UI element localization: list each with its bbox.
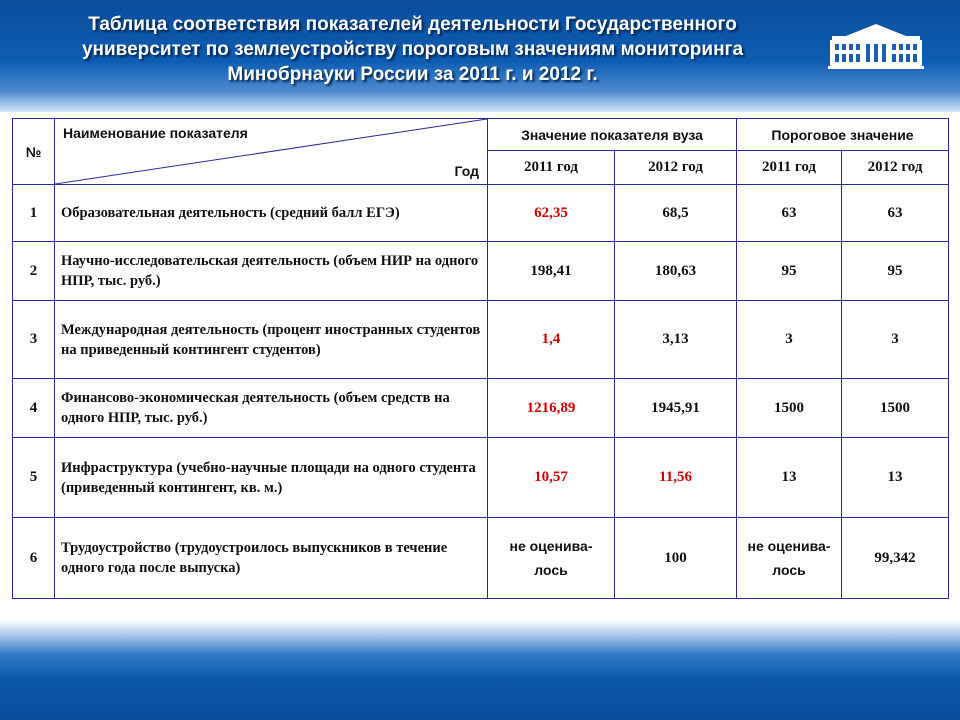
col-header-name xyxy=(55,119,488,185)
row-thr-2012: 99,342 xyxy=(842,518,949,599)
row-thr-2011: не оценива-лось xyxy=(737,518,842,599)
row-uni-2012: 11,56 xyxy=(615,438,737,518)
row-num: 6 xyxy=(13,518,55,599)
row-name: Трудоустройство (трудоустроилось выпускников в течение одного года после выпуска) xyxy=(55,518,488,599)
row-thr-2011: 3 xyxy=(737,301,842,379)
col-header-name-label: Наименование показателя xyxy=(63,125,248,141)
building-columns-icon xyxy=(826,22,926,70)
table-row xyxy=(13,185,949,242)
row-uni-2012: 100 xyxy=(615,518,737,599)
row-num: 1 xyxy=(13,185,55,242)
row-name: Научно-исследовательская деятельность (объем НИР на одного НПР, тыс. руб.) xyxy=(55,242,488,301)
row-thr-2011: 13 xyxy=(737,438,842,518)
row-thr-2012: 1500 xyxy=(842,379,949,438)
row-name: Инфраструктура (учебно-научные площади на одного студента (приведенный контингент, кв. м.) xyxy=(55,438,488,518)
row-uni-2011: не оценива-лось xyxy=(488,518,615,599)
row-thr-2011: 1500 xyxy=(737,379,842,438)
row-uni-2011: 1216,89 xyxy=(488,379,615,438)
col-header-year-label: Год xyxy=(454,163,479,179)
year-header-thr-2011: 2011 год xyxy=(737,151,842,185)
table-row xyxy=(13,518,949,599)
row-thr-2012: 13 xyxy=(842,438,949,518)
title-line-2: университет по землеустройству пороговым значениям мониторинга xyxy=(81,39,744,60)
table-row xyxy=(13,301,949,379)
row-uni-2011: 62,35 xyxy=(488,185,615,242)
col-header-num: № xyxy=(13,119,55,185)
table-row xyxy=(13,242,949,301)
year-header-uni-2011: 2011 год xyxy=(488,151,615,185)
page-title xyxy=(20,12,805,87)
row-thr-2012: 3 xyxy=(842,301,949,379)
group-header-threshold: Пороговое значение xyxy=(737,119,949,151)
table-row xyxy=(13,438,949,518)
footer-band xyxy=(0,620,960,720)
row-name: Образовательная деятельность (средний балл ЕГЭ) xyxy=(55,185,488,242)
row-thr-2011: 63 xyxy=(737,185,842,242)
row-uni-2011: 1,4 xyxy=(488,301,615,379)
group-header-university: Значение показателя вуза xyxy=(488,119,737,151)
row-uni-2011: 10,57 xyxy=(488,438,615,518)
row-uni-2012: 68,5 xyxy=(615,185,737,242)
row-uni-2012: 1945,91 xyxy=(615,379,737,438)
year-header-thr-2012: 2012 год xyxy=(842,151,949,185)
row-thr-2012: 63 xyxy=(842,185,949,242)
row-name: Финансово-экономическая деятельность (объем средств на одного НПР, тыс. руб.) xyxy=(55,379,488,438)
row-uni-2011: 198,41 xyxy=(488,242,615,301)
title-line-3: Минобрнауки России за 2011 г. и 2012 г. xyxy=(227,64,598,85)
row-name: Международная деятельность (процент иностранных студентов на приведенный контингент студентов) xyxy=(55,301,488,379)
row-thr-2011: 95 xyxy=(737,242,842,301)
row-num: 4 xyxy=(13,379,55,438)
row-num: 2 xyxy=(13,242,55,301)
row-uni-2012: 180,63 xyxy=(615,242,737,301)
table-header-row-1 xyxy=(13,119,949,151)
indicators-table xyxy=(12,118,949,599)
table-row xyxy=(13,379,949,438)
row-num: 5 xyxy=(13,438,55,518)
header-band xyxy=(0,0,960,112)
row-num: 3 xyxy=(13,301,55,379)
title-line-1: Таблица соответствия показателей деятельности Государственного xyxy=(88,14,737,35)
row-uni-2012: 3,13 xyxy=(615,301,737,379)
row-thr-2012: 95 xyxy=(842,242,949,301)
year-header-uni-2012: 2012 год xyxy=(615,151,737,185)
